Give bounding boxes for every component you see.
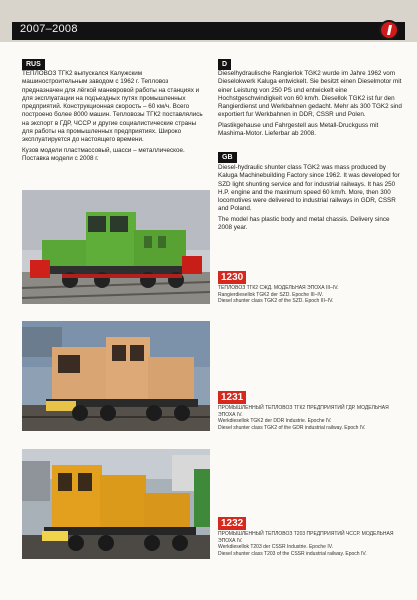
caption-1230-de: Rangierdiesellok TGK2 der SZD. Epoche III–IV. xyxy=(218,291,324,298)
item-number-1231: 1231 xyxy=(218,391,246,404)
caption-1232-de: Werkdiesellok T203 der CSSR Industrie. Epoche IV. xyxy=(218,544,333,551)
de-paragraph-2: Plastikgehause und Fahrgestell aus Metall-Druckguss mit Mashima-Motor. Lieferbar ab 2008. xyxy=(218,121,379,138)
rus-text xyxy=(22,70,208,163)
gb-text xyxy=(218,164,404,232)
item-number-1230: 1230 xyxy=(218,271,246,284)
item-number-1232: 1232 xyxy=(218,517,246,530)
lang-tag-rus: RUS xyxy=(22,59,45,70)
caption-1230-en: Diesel shunter class TGK2 of the SZD. Epoch III–IV. xyxy=(218,298,334,305)
page-header xyxy=(0,0,417,42)
caption-1231-de: Werkdiesellok TGK2 der DDR Industrie. Epoche IV. xyxy=(218,418,332,425)
caption-1230 xyxy=(218,285,404,305)
rus-paragraph-2: Кузов модели пластмассовый, шасси – металлическое. Поставка модели с 2008 г. xyxy=(22,146,185,162)
caption-1232-ru: ПРОМЫШЛЕННЫЙ ТЕПЛОВОЗ T203 ПРЕДПРИЯТИЙ ЧССР. МОДЕЛЬНАЯ ЭПОХА IV. xyxy=(218,531,394,544)
gb-paragraph-1: Diesel-hydraulic shunter class TGK2 was mass produced by Kaluga Machinebuilding Factory since 1962. It was developed for SZD light shunting service and for industrial railways. It has 250 H.P. engine and the maximum speed 60 km/h. More, then 300 locomotives were delivered to industrial railways in GDR, CSSR and Poland. xyxy=(218,164,400,213)
caption-1232 xyxy=(218,531,404,557)
caption-1232-en: Diesel shunter class T203 of the CSSR industrial railway. Epoch IV. xyxy=(218,550,367,557)
de-text xyxy=(218,70,404,138)
header-years: 2007–2008 xyxy=(20,23,78,35)
caption-1231-ru: ПРОМЫШЛЕННЫЙ ТЕПЛОВОЗ ТГК2 ПРЕДПРИЯТИЙ ГДР. МОДЕЛЬНАЯ ЭПОХА IV. xyxy=(218,405,389,418)
caption-1230-ru: ТЕПЛОВОЗ ТГК2 СЖД. МОДЕЛЬНАЯ ЭПОХА III–IV. xyxy=(218,285,339,291)
brand-logo-icon xyxy=(379,20,399,40)
lang-tag-gb: GB xyxy=(218,152,237,163)
caption-1231-en: Diesel shunter class TGK2 of the GDR industrial railway. Epoch IV. xyxy=(218,424,366,431)
de-paragraph-1: Dieselhydraulische Rangierlok TGK2 wurde im Jahre 1962 vom Dieselokwerk Kaluga entwickelt. Sie besitzt einen Dieselmotor mit einer Leistung von 250 PS und entwickelt eine Hochstgeschwindigkeit von 60 km/h. Diesellok TGK2 ist fur den Rangierdienst und Werkbahnen gedacht. Mehr als 300 TGK2 sind exportiert fur Werkbahnen in DDR, CSSR und Polen. xyxy=(218,70,402,119)
lang-tag-de: D xyxy=(218,59,231,70)
photo-1231-tan-locomotive xyxy=(22,321,210,431)
photo-1230-green-locomotive xyxy=(22,190,210,304)
photo-1232-yellow-locomotive xyxy=(22,449,210,559)
gb-paragraph-2: The model has plastic body and metal chassis. Delivery since 2008 year. xyxy=(218,215,390,232)
caption-1231 xyxy=(218,405,404,431)
header-band xyxy=(12,22,405,40)
rus-paragraph-1: ТЕПЛОВОЗ ТГК2 выпускался Калужским машиностроительным заводом с 1962 г. Тепловоз предназначен для лёгкой маневровой работы на станциях и для эксплуатации на подъездных путях промышленных предприятий. Конструкционная скорость – 60 км/ч. Всего построено более 8000 машин. Тепловозы ТГК2 поставлялись на экспорт в ГДР, ЧССР и другие социалистические страны для работы на промышленных предприятиях. Широко эксплуатируется до настоящего времени. xyxy=(22,70,203,144)
